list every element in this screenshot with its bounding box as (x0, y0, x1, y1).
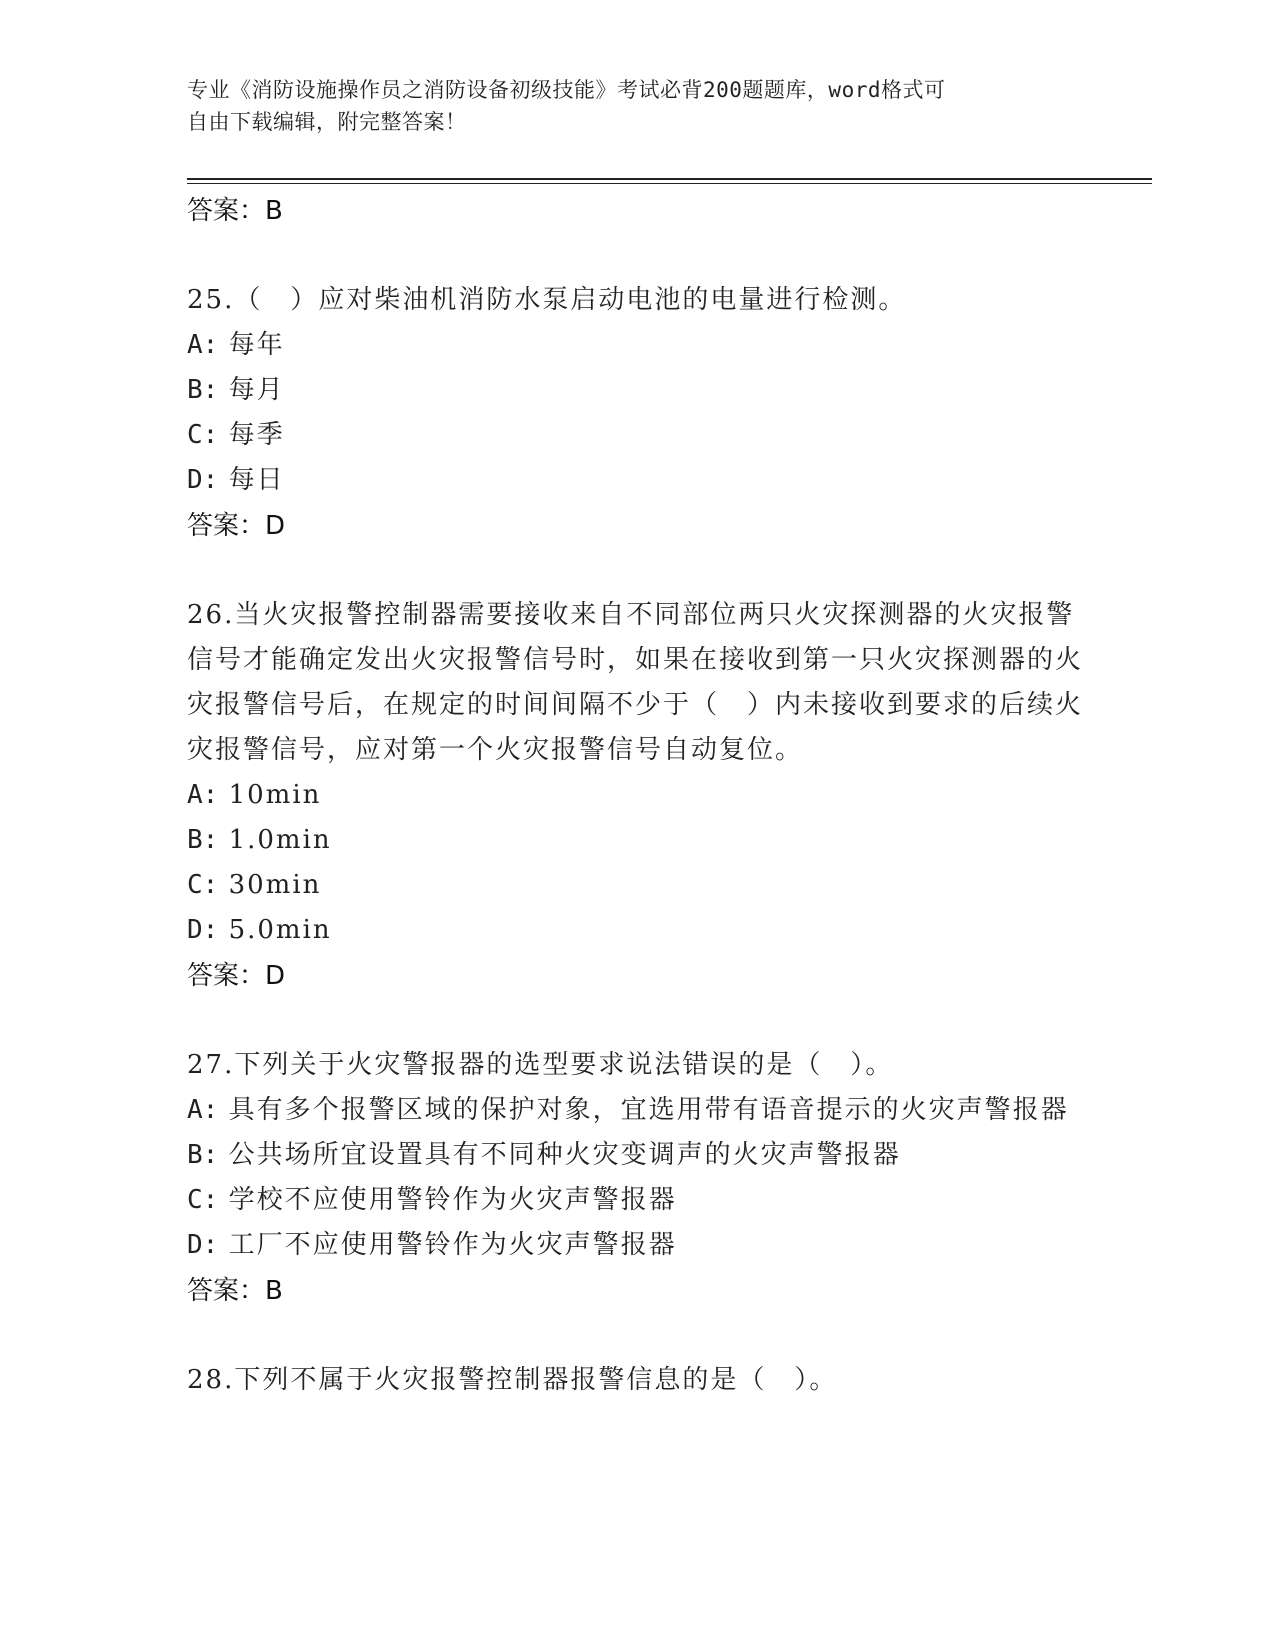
option-text: 公共场所宜设置具有不同种火灾变调声的火灾声警报器 (228, 1140, 901, 1170)
question-text: 28.下列不属于火灾报警控制器报警信息的是（ ）。 (187, 1365, 838, 1395)
question-27 (187, 1043, 1087, 1314)
question-text: 25.（ ）应对柴油机消防水泵启动电池的电量进行检测。 (187, 285, 907, 315)
header-line-2: 自由下载编辑，附完整答案！ (187, 110, 467, 134)
option-key: C: (187, 1185, 219, 1215)
option-key: B: (187, 825, 219, 855)
option-b (187, 368, 1087, 413)
header-divider-thick (187, 178, 1152, 180)
option-a (187, 1088, 1087, 1133)
option-text: 学校不应使用警铃作为火灾声警报器 (228, 1185, 677, 1215)
header-line-1: 专业《消防设施操作员之消防设备初级技能》考试必背200题题库，word格式可 (187, 78, 946, 102)
option-a (187, 773, 1087, 818)
option-key: A: (187, 780, 219, 810)
answer-label: 答案：D (187, 511, 286, 541)
option-key: C: (187, 420, 219, 450)
document-header (187, 74, 1067, 138)
option-text: 每年 (228, 330, 285, 360)
option-text: 工厂不应使用警铃作为火灾声警报器 (228, 1230, 677, 1260)
option-b (187, 1133, 1087, 1178)
option-key: D: (187, 465, 219, 495)
option-key: B: (187, 1140, 219, 1170)
option-text: 每月 (228, 375, 285, 405)
answer-label: 答案：B (187, 196, 283, 226)
option-key: D: (187, 1230, 219, 1260)
option-b (187, 818, 1087, 863)
question-28 (187, 1358, 1087, 1403)
option-key: A: (187, 1095, 219, 1125)
option-a (187, 323, 1087, 368)
option-c (187, 1178, 1087, 1223)
option-key: A: (187, 330, 219, 360)
answer-label: 答案：B (187, 1276, 283, 1306)
answer-label: 答案：D (187, 961, 286, 991)
option-key: B: (187, 375, 219, 405)
question-26 (187, 593, 1087, 999)
option-d (187, 908, 1087, 953)
header-divider-thin (187, 183, 1152, 184)
question-text: 26.当火灾报警控制器需要接收来自不同部位两只火灾探测器的火灾报警信号才能确定发出火灾报警信号时，如果在接收到第一只火灾探测器的火灾报警信号后，在规定的时间间隔不少于（ ）内未接收到要求的后续火灾报警信号，应对第一个火灾报警信号自动复位。 (187, 600, 1084, 765)
option-key: C: (187, 870, 219, 900)
option-text: 每季 (228, 420, 285, 450)
option-c (187, 863, 1087, 908)
question-25 (187, 278, 1087, 549)
option-d (187, 458, 1087, 503)
option-text: 5.0min (228, 915, 332, 945)
option-text: 10min (228, 780, 322, 810)
question-list (187, 188, 1087, 1403)
option-key: D: (187, 915, 219, 945)
option-text: 每日 (228, 465, 285, 495)
option-c (187, 413, 1087, 458)
option-text: 具有多个报警区域的保护对象，宜选用带有语音提示的火灾声警报器 (228, 1095, 1069, 1125)
option-text: 30min (228, 870, 322, 900)
option-text: 1.0min (228, 825, 332, 855)
option-d (187, 1223, 1087, 1268)
question-text: 27.下列关于火灾警报器的选型要求说法错误的是（ ）。 (187, 1050, 894, 1080)
